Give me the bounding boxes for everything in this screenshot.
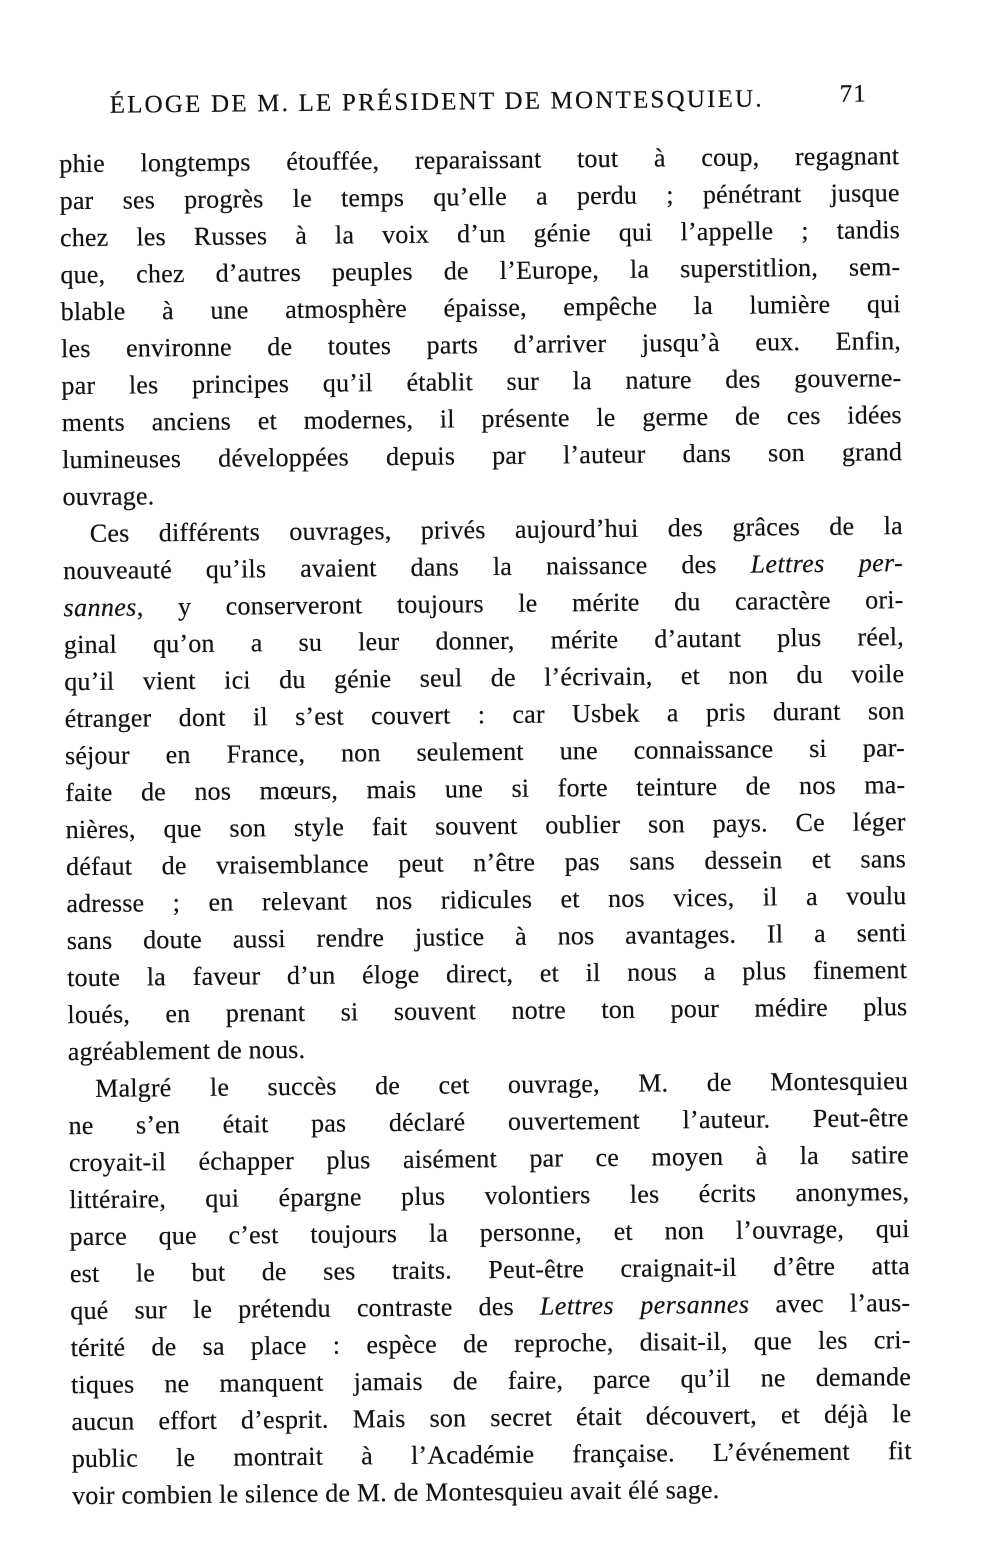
text-segment: public le montrait à l’Académie française. L’événement fit xyxy=(71,1436,912,1474)
text-segment: aucun effort d’esprit. Mais son secret était découvert, et déjà le xyxy=(71,1399,912,1437)
text-segment: les environne de toutes parts d’arriver jusqu’à eux. Enfin, xyxy=(60,326,902,364)
text-segment: étranger dont il s’est couvert : car Usbek a pris durant son xyxy=(64,696,905,734)
text-segment: blable à une atmosphère épaisse, empêche la lumière qui xyxy=(60,289,901,327)
text-segment: térité de sa place : espèce de reproche, disait-il, que les cri- xyxy=(70,1325,911,1363)
text-segment: sans doute aussi rendre justice à nos avantages. Il a senti xyxy=(66,918,907,956)
text-segment: parce que c’est toujours la personne, et non l’ouvrage, qui xyxy=(69,1214,910,1252)
text-segment: ne s’en était pas déclaré ouvertement l’auteur. Peut-être xyxy=(68,1103,909,1141)
text-segment: loués, en prenant si souvent notre ton pour médire plus xyxy=(67,992,908,1030)
text-segment: toute la faveur d’un éloge direct, et il nous a plus finement xyxy=(66,955,908,993)
running-title: ÉLOGE DE M. LE PRÉSIDENT DE MONTESQUIEU. xyxy=(109,85,764,119)
text-segment: Malgré le succès de cet ouvrage, M. de Montesquieu xyxy=(95,1066,909,1103)
text-segment: ginal qu’on a su leur donner, mérite d’autant plus réel, xyxy=(63,622,905,660)
text-segment: adresse ; en relevant nos ridicules et nos vices, il a voulu xyxy=(66,881,907,919)
text-segment: défaut de vraisemblance peut n’être pas sans dessein et sans xyxy=(65,844,907,882)
page-header xyxy=(0,0,993,121)
page-number: 71 xyxy=(839,80,867,108)
text-segment: faite de nos mœurs, mais une si forte teinture de nos ma- xyxy=(65,770,906,808)
text-segment: qu’il vient ici du génie seul de l’écrivain, et non du voile xyxy=(64,659,905,697)
text-segment: avec l’aus- xyxy=(749,1288,911,1319)
text-segment: ments anciens et modernes, il présente le germe de ces idées xyxy=(61,400,902,438)
italic-text-segment: Lettres per- xyxy=(750,548,904,579)
text-segment: tiques ne manquent jamais de faire, parce qu’il ne demande xyxy=(70,1362,912,1400)
italic-text-segment: Lettres persannes xyxy=(539,1289,750,1321)
italic-text-segment: sannes xyxy=(63,592,137,623)
text-segment: , y conserveront toujours le mérite du caractère ori- xyxy=(136,585,904,622)
text-segment: est le but de ses traits. Peut-être craignait-il d’être atta xyxy=(69,1251,911,1289)
text-segment: par les principes qu’il établit sur la nature des gouverne- xyxy=(61,363,902,401)
text-segment: Ces différents ouvrages, privés aujourd’hui des grâces de la xyxy=(89,511,903,548)
text-segment: par ses progrès le temps qu’elle a perdu ; pénétrant jusque xyxy=(59,178,900,216)
text-segment: qué sur le prétendu contraste des xyxy=(70,1291,541,1326)
text-segment: que, chez d’autres peuples de l’Europe, la superstitlion, sem- xyxy=(60,252,901,290)
text-segment: chez les Russes à la voix d’un génie qui l’appelle ; tandis xyxy=(59,215,901,253)
text-segment: nouveauté qu’ils avaient dans la naissance des xyxy=(63,549,751,586)
text-segment: nières, que son style fait souvent oublier son pays. Ce léger xyxy=(65,807,906,845)
text-segment: voir combien le silence de M. de Montesquieu avait élé sage. xyxy=(71,1474,720,1511)
text-segment: ouvrage. xyxy=(62,481,155,512)
text-segment: littéraire, qui épargne plus volontiers les écrits anonymes, xyxy=(69,1177,910,1215)
text-segment: lumineuses développées depuis par l’auteur dans son grand xyxy=(62,437,903,475)
text-line xyxy=(72,1469,912,1514)
text-segment: séjour en France, non seulement une connaissance si par- xyxy=(64,733,906,771)
page-body xyxy=(0,136,1000,1515)
text-segment: agréablement de nous. xyxy=(67,1034,306,1067)
text-segment: croyait-il échapper plus aisément par ce moyen à la satire xyxy=(68,1140,909,1178)
text-segment: phie longtemps étouffée, reparaissant tout à coup, regagnant xyxy=(59,141,900,179)
